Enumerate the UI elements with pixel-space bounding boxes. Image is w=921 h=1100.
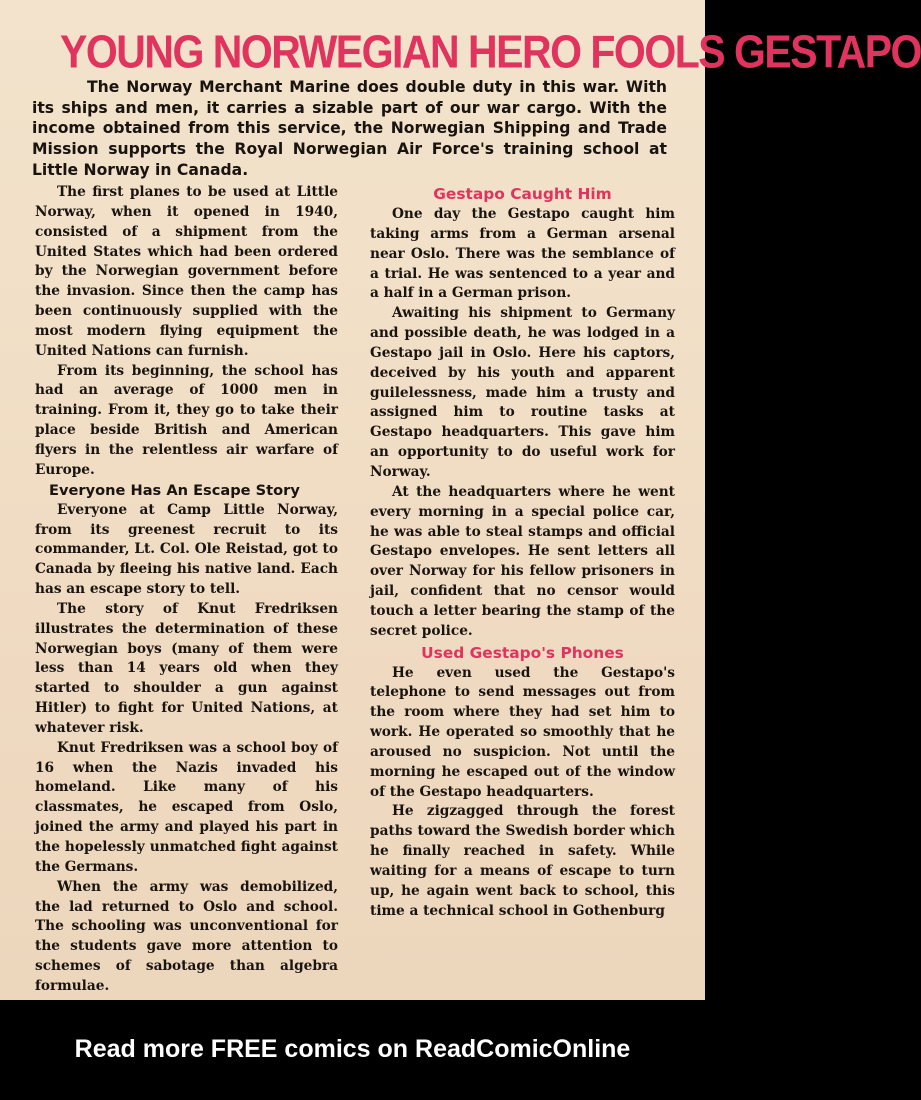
section-heading-gestapo-caught: Gestapo Caught Him <box>433 185 612 203</box>
footer-link[interactable]: Read more FREE comics on ReadComicOnline <box>74 1035 631 1063</box>
paragraph: The first planes to be used at Little Norway, when it opened in 1940, consisted of a shipment from the United States which had been ordered by the Norwegian government before the invasion. Since then the camp has been continuously supplied with the most modern flying equipment the United Nations can furnish. <box>35 184 338 359</box>
paragraph: Everyone at Camp Little Norway, from its greenest recruit to its commander, Lt. Col. Ole Reistad, got to Canada by fleeing his native land. Each has an escape story to tell. <box>35 501 338 598</box>
section-heading-gestapo-phones: Used Gestapo's Phones <box>421 643 624 662</box>
paragraph: At the headquarters where he went every morning in a special police car, he was able to steal stamps and official Gestapo envelopes. He sent letters all over Norway for his fellow prisoners in jail, confident that no censor would touch a letter bearing the stamp of the secret police. <box>370 483 675 639</box>
right-column <box>370 183 675 922</box>
section-heading-escape-story: Everyone Has An Escape Story <box>49 481 300 499</box>
paragraph: The story of Knut Fredriksen illustrates the determination of these Norwegian boys (many of them were less than 14 years old when they started to shoulder a gun against Hitler) to fight for United Nations, at whatever risk. <box>35 600 338 736</box>
paragraph: He even used the Gestapo's telephone to send messages out from the room where they had set him to work. He operated so smoothly that he aroused no suspicion. Not until the morning he escaped out of the window of the Gestapo headquarters. <box>370 664 675 800</box>
paragraph: When the army was demobilized, the lad returned to Oslo and school. The schooling was unconventional for the students gave more attention to schemes of sabotage than algebra formulae. <box>35 878 338 994</box>
footer-banner <box>0 1000 705 1100</box>
paragraph: He zigzagged through the forest paths toward the Swedish border which he finally reached in safety. While waiting for a means of escape to turn up, he again went back to school, this time a technical school in Gothenburg <box>370 803 675 919</box>
article-intro: The Norway Merchant Marine does double duty in this war. With its ships and men, it carries a sizable part of our war cargo. With the income obtained from this service, the Norwegian Shipping and Trade Mission supports the Royal Norwegian Air Force's training school at Little Norway in Canada. <box>32 78 667 179</box>
paragraph: One day the Gestapo caught him taking arms from a German arsenal near Oslo. There was the semblance of a trial. He was sentenced to a year and a half in a German prison. <box>370 206 675 302</box>
paragraph: Awaiting his shipment to Germany and possible death, he was lodged in a Gestapo jail in Oslo. Here his captors, deceived by his youth and apparent guilelessness, made him a trusty and assigned him to routine tasks at Gestapo headquarters. This gave him an opportunity to do useful work for Norway. <box>370 305 675 480</box>
article-title: YOUNG NORWEGIAN HERO FOOLS GESTAPO <box>60 26 921 78</box>
paragraph: From its beginning, the school has had an average of 1000 men in training. From it, they go to take their place beside British and American flyers in the relentless air warfare of Europe. <box>35 362 338 478</box>
left-column <box>35 183 338 997</box>
paragraph: Knut Fredriksen was a school boy of 16 when the Nazis invaded his homeland. Like many of his classmates, he escaped from Oslo, joined the army and played his part in the hopelessly unmatched fight against the Germans. <box>35 739 338 875</box>
